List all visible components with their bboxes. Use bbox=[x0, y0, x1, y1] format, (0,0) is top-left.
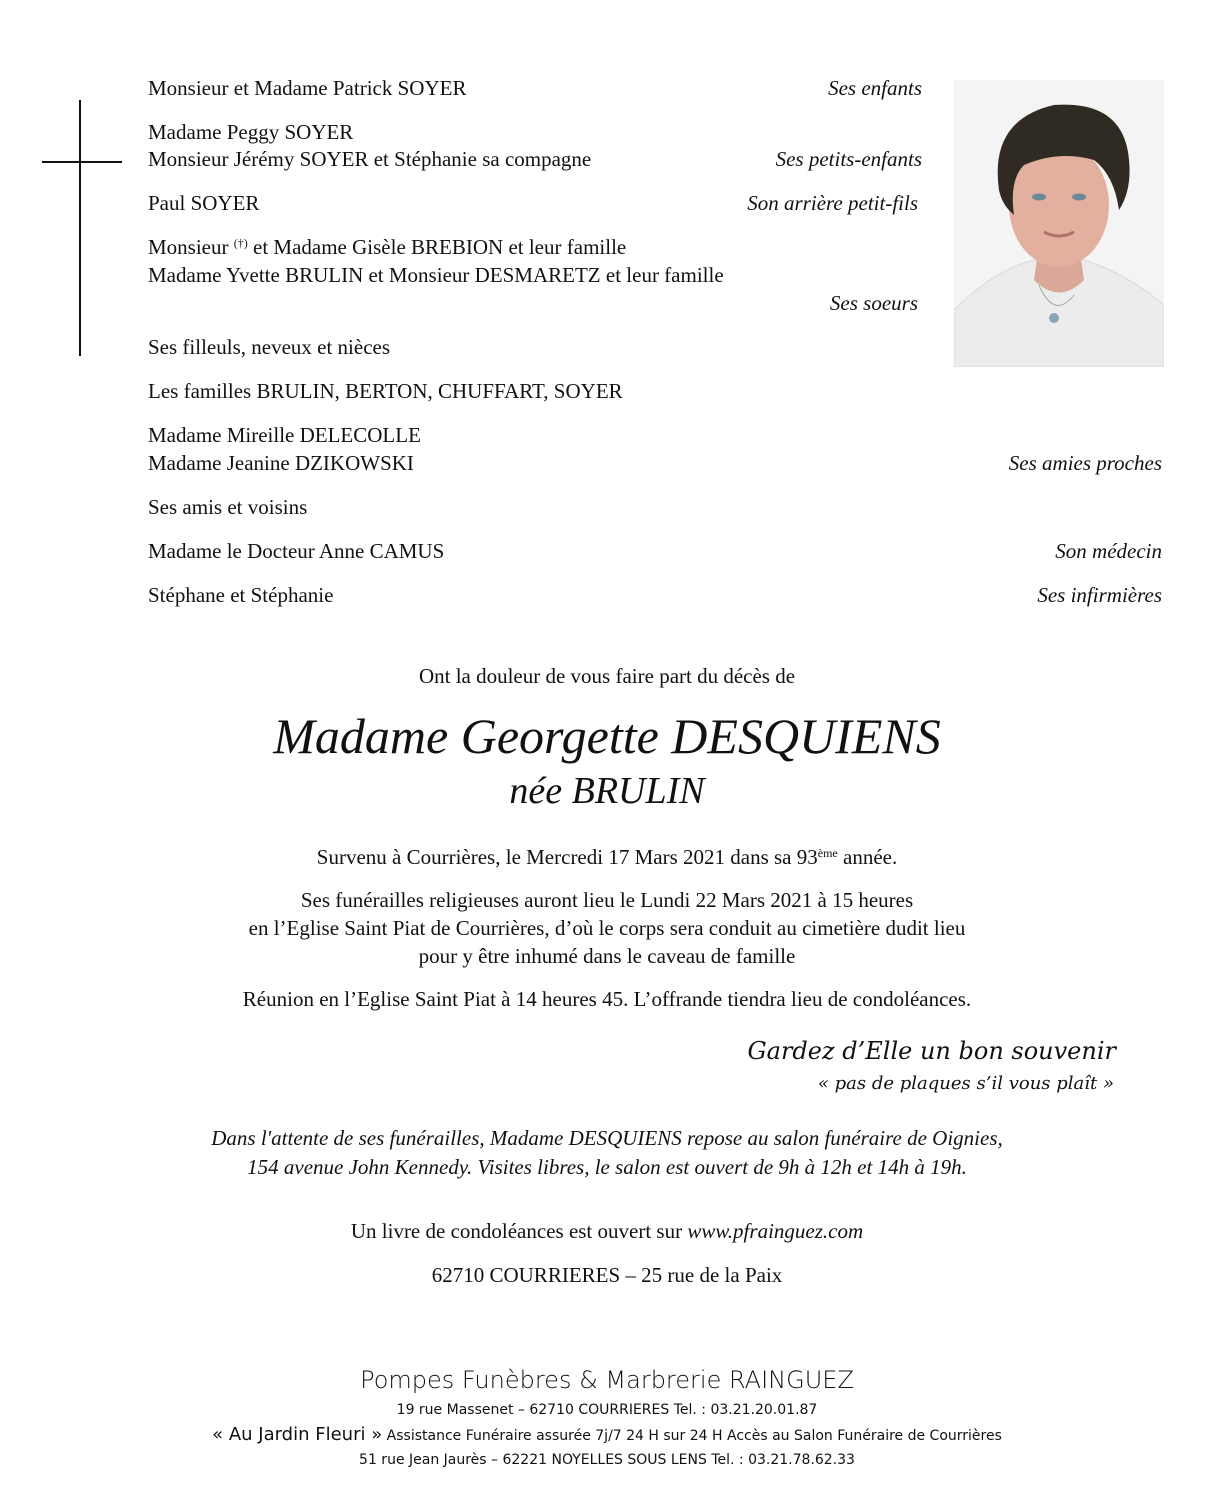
family-text: et Madame Gisèle BREBION et leur famille bbox=[253, 235, 627, 259]
jardin-fleuri-label: « Au Jardin Fleuri » bbox=[212, 1424, 383, 1445]
death-text-end: année. bbox=[837, 845, 898, 869]
family-line bbox=[148, 233, 626, 261]
family-line: Madame Mireille DELECOLLE bbox=[148, 423, 421, 447]
condolence-book bbox=[0, 1217, 1214, 1245]
relation-label: Ses infirmières bbox=[1037, 583, 1162, 607]
meeting-text: Réunion en l’Eglise Saint Piat à 14 heures 45. L’offrande tiendra lieu de condoléances. bbox=[242, 987, 972, 1011]
maiden-name: née BRULIN bbox=[509, 770, 705, 812]
ordinal-suffix: ème bbox=[817, 846, 838, 860]
cross-horizontal-bar bbox=[42, 161, 122, 163]
cross-vertical-bar bbox=[79, 100, 81, 356]
relation-label: Ses amies proches bbox=[1008, 451, 1162, 475]
family-line: Madame Jeanine DZIKOWSKI bbox=[148, 451, 414, 475]
relation-label: Son arrière petit-fils bbox=[747, 191, 918, 215]
family-line: Madame Peggy SOYER bbox=[148, 120, 354, 144]
family-line: Les familles BRULIN, BERTON, CHUFFART, SOYER bbox=[148, 379, 623, 403]
relation-label: Ses soeurs bbox=[829, 291, 918, 315]
condolence-text: Un livre de condoléances est ouvert sur bbox=[350, 1219, 688, 1243]
family-text: Monsieur bbox=[148, 235, 229, 259]
condolence-url-link[interactable]: www.pfrainguez.com bbox=[687, 1219, 864, 1243]
relation-label: Son médecin bbox=[1055, 539, 1162, 563]
funeral-line: Ses funérailles religieuses auront lieu le Lundi 22 Mars 2021 à 15 heures bbox=[300, 888, 914, 912]
family-line: Madame le Docteur Anne CAMUS bbox=[148, 539, 445, 563]
funeral-line: en l’Eglise Saint Piat de Courrières, d’où le corps sera conduit au cimetière dudit lieu bbox=[248, 916, 966, 940]
portrait-photo bbox=[954, 80, 1164, 367]
death-text: Survenu à Courrières, le Mercredi 17 Mars 2021 dans sa 93 bbox=[316, 845, 818, 869]
family-line: Monsieur Jérémy SOYER et Stéphanie sa compagne bbox=[148, 147, 592, 171]
family-line: Ses filleuls, neveux et nièces bbox=[148, 335, 391, 359]
deceased-mark: (†) bbox=[233, 236, 248, 250]
relation-label: Ses enfants bbox=[828, 76, 922, 100]
souvenir-text: Gardez d’Elle un bon souvenir bbox=[747, 1037, 1116, 1065]
deceased-name: Madame Georgette DESQUIENS bbox=[273, 708, 941, 764]
salon-line: 154 avenue John Kennedy. Visites libres, le salon est ouvert de 9h à 12h et 14h à 19h. bbox=[247, 1155, 967, 1179]
no-plaques-text: « pas de plaques s’il vous plaît » bbox=[817, 1073, 1114, 1094]
funeral-line: pour y être inhumé dans le caveau de famille bbox=[418, 944, 796, 968]
address-text: 62710 COURRIERES – 25 rue de la Paix bbox=[431, 1263, 783, 1287]
portrait-illustration bbox=[954, 80, 1164, 367]
family-line: Monsieur et Madame Patrick SOYER bbox=[148, 76, 467, 100]
footer-line: 51 rue Jean Jaurès – 62221 NOYELLES SOUS LENS Tel. : 03.21.78.62.33 bbox=[359, 1452, 855, 1468]
footer-line: 19 rue Massenet – 62710 COURRIERES Tel. : 03.21.20.01.87 bbox=[396, 1402, 818, 1418]
intro-text: Ont la douleur de vous faire part du décès de bbox=[418, 664, 796, 688]
salon-line: Dans l'attente de ses funérailles, Madame DESQUIENS repose au salon funéraire de Oignies, bbox=[211, 1126, 1003, 1150]
footer-line bbox=[0, 1423, 1214, 1448]
company-name: Pompes Funèbres & Marbrerie RAINGUEZ bbox=[360, 1366, 854, 1394]
relation-label: Ses petits-enfants bbox=[775, 147, 922, 171]
death-info bbox=[0, 843, 1214, 871]
family-line: Ses amis et voisins bbox=[148, 495, 308, 519]
family-line: Madame Yvette BRULIN et Monsieur DESMARETZ et leur famille bbox=[148, 263, 724, 287]
footer-services: Assistance Funéraire assurée 7j/7 24 H sur 24 H Accès au Salon Funéraire de Courrières bbox=[382, 1428, 1002, 1444]
family-line: Stéphane et Stéphanie bbox=[148, 583, 334, 607]
family-line: Paul SOYER bbox=[148, 191, 260, 215]
